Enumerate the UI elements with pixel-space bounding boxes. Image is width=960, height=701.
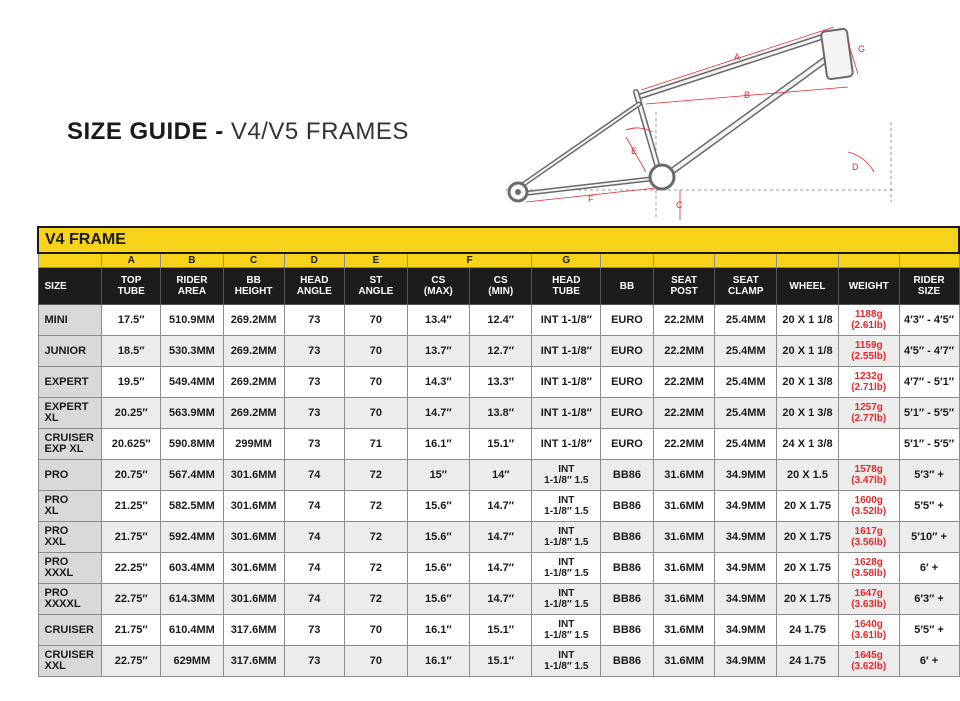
rider-area-cell: 510.9MM: [161, 305, 224, 336]
wheel-cell: 20 X 1 3/8: [777, 367, 839, 398]
weight-cell: 1257g (2.77lb): [838, 398, 899, 429]
rider-size-cell: 6′ +: [899, 646, 959, 677]
size-cell: CRUISER: [38, 615, 102, 646]
table-row: [38, 491, 959, 522]
head-tube-cell: INT 1-1/8″: [532, 429, 601, 460]
header-row: [38, 268, 959, 305]
head-angle-cell: 73: [284, 429, 345, 460]
head-angle-cell: 74: [284, 584, 345, 615]
seat-post-cell: 31.6MM: [653, 491, 715, 522]
st-angle-cell: 70: [345, 646, 408, 677]
rider-size-cell: 5′3″ +: [899, 460, 959, 491]
top-tube-cell: 22.75″: [102, 584, 161, 615]
cs-min-cell: 14.7″: [470, 491, 532, 522]
head-tube-cell: INT 1-1/8″ 1.5: [532, 522, 601, 553]
wheel-cell: 20 X 1.75: [777, 553, 839, 584]
header-head-angle: HEAD ANGLE: [284, 268, 345, 305]
head-angle-cell: 74: [284, 522, 345, 553]
wheel-cell: 20 X 1.75: [777, 522, 839, 553]
bb-cell: BB86: [601, 522, 654, 553]
cs-min-cell: 15.1″: [470, 429, 532, 460]
cs-min-cell: 15.1″: [470, 615, 532, 646]
letter-cell: [899, 253, 959, 268]
cs-max-cell: 15.6″: [407, 491, 469, 522]
wheel-cell: 24 1.75: [777, 615, 839, 646]
size-cell: PRO XXL: [38, 522, 102, 553]
diagram-label-e: E: [631, 146, 638, 156]
table-row: [38, 305, 959, 336]
header-st-angle: ST ANGLE: [345, 268, 408, 305]
rider-area-cell: 592.4MM: [161, 522, 224, 553]
head-tube-cell: INT 1-1/8″: [532, 305, 601, 336]
st-angle-cell: 70: [345, 398, 408, 429]
top-tube-cell: 18.5″: [102, 336, 161, 367]
bb-height-cell: 269.2MM: [223, 336, 284, 367]
wheel-cell: 24 1.75: [777, 646, 839, 677]
letter-cell: D: [284, 253, 345, 268]
cs-min-cell: 14.7″: [470, 522, 532, 553]
header-bb: BB: [601, 268, 654, 305]
cs-max-cell: 16.1″: [407, 429, 469, 460]
st-angle-cell: 71: [345, 429, 408, 460]
st-angle-cell: 72: [345, 491, 408, 522]
header-wheel: WHEEL: [777, 268, 839, 305]
head-tube-cell: INT 1-1/8″: [532, 398, 601, 429]
seat-clamp-cell: 34.9MM: [715, 584, 777, 615]
header-cs-max: CS (MAX): [407, 268, 469, 305]
cs-min-cell: 14.7″: [470, 553, 532, 584]
head-angle-cell: 73: [284, 398, 345, 429]
seat-clamp-cell: 34.9MM: [715, 553, 777, 584]
bb-height-cell: 301.6MM: [223, 491, 284, 522]
seat-post-cell: 22.2MM: [653, 398, 715, 429]
diagram-label-b: B: [744, 90, 751, 100]
wheel-cell: 20 X 1 3/8: [777, 398, 839, 429]
cs-max-cell: 13.4″: [407, 305, 469, 336]
weight-cell: 1159g (2.55lb): [838, 336, 899, 367]
seat-post-cell: 31.6MM: [653, 584, 715, 615]
size-cell: PRO: [38, 460, 102, 491]
seat-clamp-cell: 25.4MM: [715, 398, 777, 429]
diagram-label-a: A: [734, 52, 741, 62]
bb-height-cell: 269.2MM: [223, 398, 284, 429]
cs-max-cell: 15.6″: [407, 522, 469, 553]
top-tube-cell: 20.75″: [102, 460, 161, 491]
rider-size-cell: 5′5″ +: [899, 615, 959, 646]
seat-post-cell: 31.6MM: [653, 615, 715, 646]
seat-clamp-cell: 25.4MM: [715, 367, 777, 398]
header-seat-clamp: SEAT CLAMP: [715, 268, 777, 305]
cs-max-cell: 14.3″: [407, 367, 469, 398]
wheel-cell: 20 X 1 1/8: [777, 305, 839, 336]
size-table: [37, 226, 960, 677]
table-row: [38, 522, 959, 553]
header-head-tube: HEAD TUBE: [532, 268, 601, 305]
bb-cell: BB86: [601, 491, 654, 522]
rider-area-cell: 590.8MM: [161, 429, 224, 460]
weight-cell: 1640g (3.61lb): [838, 615, 899, 646]
cs-max-cell: 13.7″: [407, 336, 469, 367]
head-tube-cell: INT 1-1/8″ 1.5: [532, 553, 601, 584]
head-tube-cell: INT 1-1/8″ 1.5: [532, 460, 601, 491]
bb-height-cell: 299MM: [223, 429, 284, 460]
rider-area-cell: 614.3MM: [161, 584, 224, 615]
bb-cell: BB86: [601, 615, 654, 646]
bb-cell: EURO: [601, 398, 654, 429]
head-angle-cell: 73: [284, 305, 345, 336]
wheel-cell: 20 X 1.5: [777, 460, 839, 491]
weight-cell: 1628g (3.58lb): [838, 553, 899, 584]
head-angle-cell: 74: [284, 491, 345, 522]
wheel-cell: 20 X 1.75: [777, 584, 839, 615]
rider-area-cell: 530.3MM: [161, 336, 224, 367]
letter-cell: [601, 253, 654, 268]
cs-min-cell: 15.1″: [470, 646, 532, 677]
seat-post-cell: 31.6MM: [653, 522, 715, 553]
table-row: [38, 429, 959, 460]
seat-clamp-cell: 25.4MM: [715, 336, 777, 367]
seat-clamp-cell: 34.9MM: [715, 522, 777, 553]
top-tube-cell: 20.25″: [102, 398, 161, 429]
letter-cell: C: [223, 253, 284, 268]
bb-cell: EURO: [601, 367, 654, 398]
letter-cell: F: [407, 253, 532, 268]
header-cs-min: CS (MIN): [470, 268, 532, 305]
cs-min-cell: 13.8″: [470, 398, 532, 429]
table-row: [38, 398, 959, 429]
bike-frame-diagram: [496, 12, 906, 222]
seat-post-cell: 31.6MM: [653, 646, 715, 677]
cs-min-cell: 12.7″: [470, 336, 532, 367]
cs-max-cell: 16.1″: [407, 615, 469, 646]
bb-height-cell: 317.6MM: [223, 615, 284, 646]
head-tube-cell: INT 1-1/8″ 1.5: [532, 615, 601, 646]
diagram-label-f: F: [588, 194, 594, 204]
header-bb-height: BB HEIGHT: [223, 268, 284, 305]
bb-cell: BB86: [601, 584, 654, 615]
rider-area-cell: 567.4MM: [161, 460, 224, 491]
table-row: [38, 336, 959, 367]
cs-max-cell: 14.7″: [407, 398, 469, 429]
seat-post-cell: 22.2MM: [653, 429, 715, 460]
weight-cell: 1188g (2.61lb): [838, 305, 899, 336]
header-seat-post: SEAT POST: [653, 268, 715, 305]
table-row: [38, 646, 959, 677]
size-rows: [38, 305, 959, 677]
size-cell: PRO XL: [38, 491, 102, 522]
cs-max-cell: 15.6″: [407, 584, 469, 615]
table-row: [38, 584, 959, 615]
head-tube-cell: INT 1-1/8″ 1.5: [532, 584, 601, 615]
bb-cell: EURO: [601, 305, 654, 336]
head-angle-cell: 74: [284, 553, 345, 584]
bb-height-cell: 301.6MM: [223, 553, 284, 584]
weight-cell: [838, 429, 899, 460]
frame-banner: V4 FRAME: [38, 227, 959, 253]
head-tube-cell: INT 1-1/8″: [532, 336, 601, 367]
bb-cell: BB86: [601, 646, 654, 677]
head-angle-cell: 73: [284, 367, 345, 398]
size-cell: EXPERT XL: [38, 398, 102, 429]
bb-height-cell: 269.2MM: [223, 305, 284, 336]
table-row: [38, 367, 959, 398]
cs-max-cell: 15.6″: [407, 553, 469, 584]
rider-size-cell: 5′1″ - 5′5″: [899, 429, 959, 460]
top-tube-cell: 22.75″: [102, 646, 161, 677]
rider-size-cell: 5′10″ +: [899, 522, 959, 553]
rider-area-cell: 549.4MM: [161, 367, 224, 398]
rider-area-cell: 563.9MM: [161, 398, 224, 429]
page-title: [67, 118, 409, 146]
letter-row: [38, 253, 959, 268]
table-row: [38, 460, 959, 491]
seat-clamp-cell: 34.9MM: [715, 615, 777, 646]
rider-area-cell: 603.4MM: [161, 553, 224, 584]
rider-size-cell: 4′5″ - 4′7″: [899, 336, 959, 367]
size-cell: EXPERT: [38, 367, 102, 398]
cs-min-cell: 12.4″: [470, 305, 532, 336]
seat-post-cell: 31.6MM: [653, 460, 715, 491]
cs-max-cell: 15″: [407, 460, 469, 491]
rider-size-cell: 6′3″ +: [899, 584, 959, 615]
bb-height-cell: 269.2MM: [223, 367, 284, 398]
rider-size-cell: 4′3″ - 4′5″: [899, 305, 959, 336]
cs-min-cell: 13.3″: [470, 367, 532, 398]
table-row: [38, 615, 959, 646]
letter-cell: [777, 253, 839, 268]
header-size: SIZE: [38, 268, 102, 305]
diagram-label-d: D: [852, 162, 859, 172]
seat-post-cell: 22.2MM: [653, 336, 715, 367]
letter-cell: [38, 253, 102, 268]
st-angle-cell: 70: [345, 367, 408, 398]
seat-clamp-cell: 34.9MM: [715, 460, 777, 491]
top-tube-cell: 19.5″: [102, 367, 161, 398]
diagram-label-g: G: [858, 44, 866, 54]
size-cell: PRO XXXL: [38, 553, 102, 584]
rider-area-cell: 629MM: [161, 646, 224, 677]
head-angle-cell: 73: [284, 615, 345, 646]
frame-banner-row: [38, 227, 959, 253]
top-tube-cell: 21.75″: [102, 522, 161, 553]
weight-cell: 1578g (3.47lb): [838, 460, 899, 491]
st-angle-cell: 72: [345, 553, 408, 584]
top-tube-cell: 21.75″: [102, 615, 161, 646]
header-top-tube: TOP TUBE: [102, 268, 161, 305]
bb-cell: BB86: [601, 553, 654, 584]
seat-post-cell: 31.6MM: [653, 553, 715, 584]
size-cell: CRUISER EXP XL: [38, 429, 102, 460]
st-angle-cell: 70: [345, 336, 408, 367]
head-angle-cell: 74: [284, 460, 345, 491]
wheel-cell: 24 X 1 3/8: [777, 429, 839, 460]
head-tube-cell: INT 1-1/8″ 1.5: [532, 491, 601, 522]
cs-min-cell: 14.7″: [470, 584, 532, 615]
size-cell: PRO XXXXL: [38, 584, 102, 615]
seat-post-cell: 22.2MM: [653, 305, 715, 336]
weight-cell: 1647g (3.63lb): [838, 584, 899, 615]
letter-cell: A: [102, 253, 161, 268]
rider-area-cell: 610.4MM: [161, 615, 224, 646]
letter-cell: B: [161, 253, 224, 268]
wheel-cell: 20 X 1 1/8: [777, 336, 839, 367]
st-angle-cell: 72: [345, 522, 408, 553]
title-light: V4/V5 FRAMES: [230, 118, 409, 145]
seat-clamp-cell: 34.9MM: [715, 491, 777, 522]
top-tube-cell: 17.5″: [102, 305, 161, 336]
head-tube-cell: INT 1-1/8″: [532, 367, 601, 398]
cs-min-cell: 14″: [470, 460, 532, 491]
size-cell: JUNIOR: [38, 336, 102, 367]
st-angle-cell: 70: [345, 305, 408, 336]
top-tube-cell: 21.25″: [102, 491, 161, 522]
letter-cell: G: [532, 253, 601, 268]
size-cell: MINI: [38, 305, 102, 336]
letter-cell: E: [345, 253, 408, 268]
header-rider-size: RIDER SIZE: [899, 268, 959, 305]
head-angle-cell: 73: [284, 336, 345, 367]
seat-clamp-cell: 34.9MM: [715, 646, 777, 677]
bb-cell: BB86: [601, 460, 654, 491]
st-angle-cell: 72: [345, 584, 408, 615]
st-angle-cell: 72: [345, 460, 408, 491]
diagram-label-c: C: [676, 200, 683, 210]
weight-cell: 1645g (3.62lb): [838, 646, 899, 677]
title-bold: SIZE GUIDE -: [67, 118, 224, 145]
bb-height-cell: 317.6MM: [223, 646, 284, 677]
table-row: [38, 553, 959, 584]
cs-max-cell: 16.1″: [407, 646, 469, 677]
weight-cell: 1617g (3.56lb): [838, 522, 899, 553]
wheel-cell: 20 X 1.75: [777, 491, 839, 522]
bb-cell: EURO: [601, 336, 654, 367]
letter-cell: [653, 253, 715, 268]
size-cell: CRUISER XXL: [38, 646, 102, 677]
header-rider-area: RIDER AREA: [161, 268, 224, 305]
head-tube-cell: INT 1-1/8″ 1.5: [532, 646, 601, 677]
top-tube-cell: 22.25″: [102, 553, 161, 584]
rider-size-cell: 6′ +: [899, 553, 959, 584]
letter-cell: [715, 253, 777, 268]
letter-cell: [838, 253, 899, 268]
bb-cell: EURO: [601, 429, 654, 460]
top-tube-cell: 20.625″: [102, 429, 161, 460]
seat-post-cell: 22.2MM: [653, 367, 715, 398]
rider-size-cell: 5′1″ - 5′5″: [899, 398, 959, 429]
bb-height-cell: 301.6MM: [223, 460, 284, 491]
header-weight: WEIGHT: [838, 268, 899, 305]
bb-height-cell: 301.6MM: [223, 522, 284, 553]
rider-size-cell: 4′7″ - 5′1″: [899, 367, 959, 398]
bb-height-cell: 301.6MM: [223, 584, 284, 615]
rider-area-cell: 582.5MM: [161, 491, 224, 522]
seat-clamp-cell: 25.4MM: [715, 305, 777, 336]
weight-cell: 1232g (2.71lb): [838, 367, 899, 398]
head-angle-cell: 73: [284, 646, 345, 677]
weight-cell: 1600g (3.52lb): [838, 491, 899, 522]
st-angle-cell: 70: [345, 615, 408, 646]
seat-clamp-cell: 25.4MM: [715, 429, 777, 460]
rider-size-cell: 5′5″ +: [899, 491, 959, 522]
